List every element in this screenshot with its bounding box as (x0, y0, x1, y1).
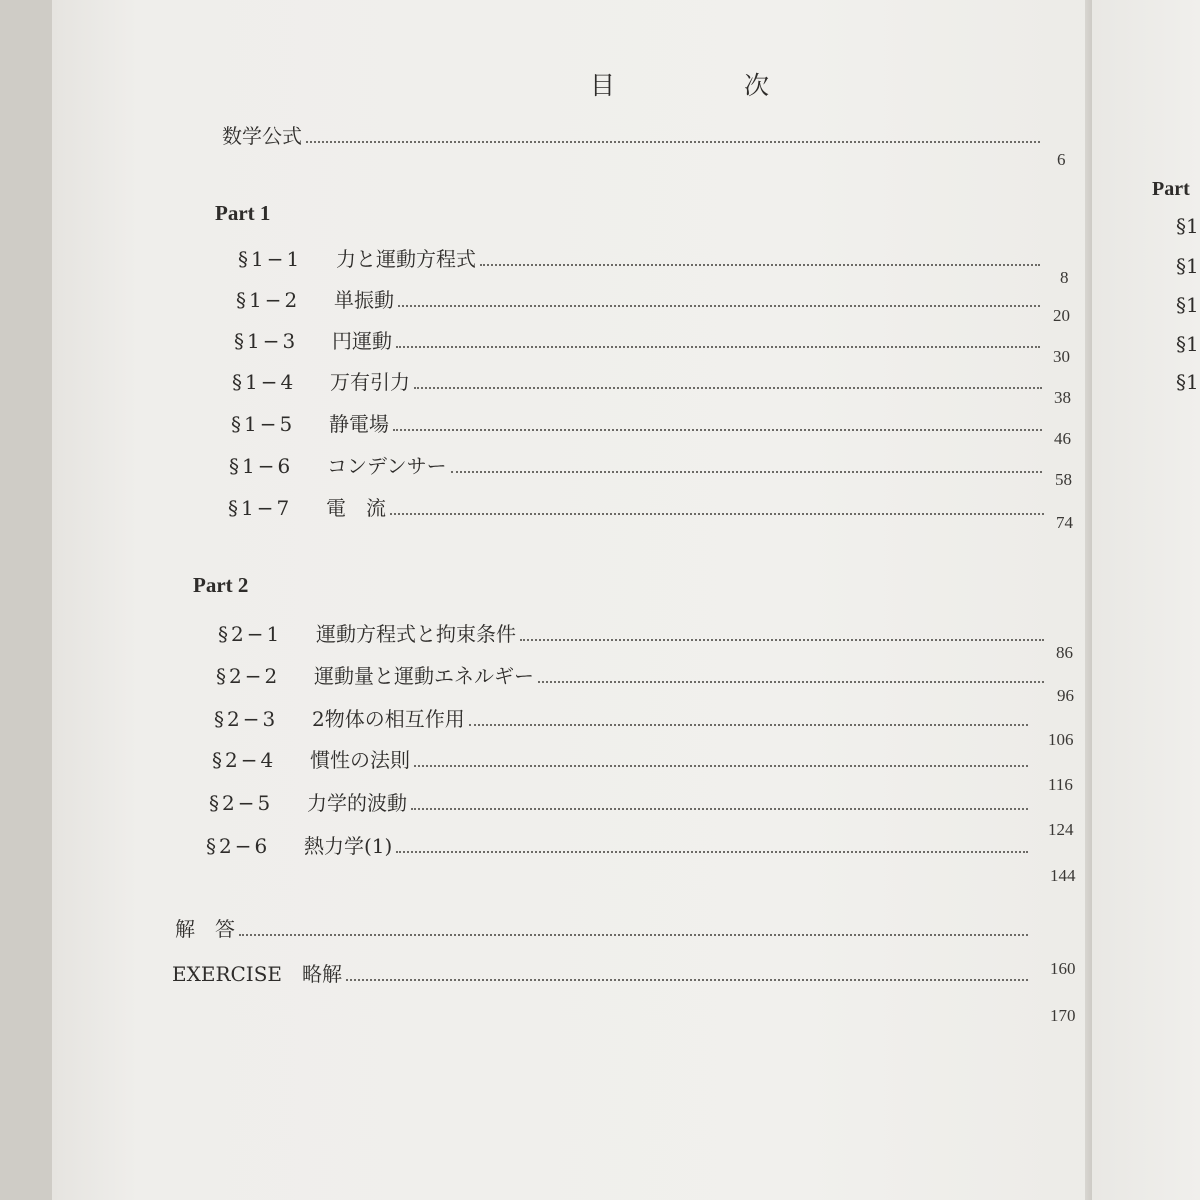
toc-entry (236, 284, 1044, 313)
section-title: コンデンサー (327, 454, 447, 478)
page-number: 46 (1054, 429, 1071, 448)
section-title: 万有引力 (330, 370, 410, 394)
toc-entry (214, 703, 1032, 732)
page-number: 20 (1053, 306, 1070, 325)
section-number: §1−3 (234, 329, 299, 353)
section-number: §2−5 (209, 791, 274, 815)
toc-entry (228, 492, 1048, 521)
toc-entry (209, 787, 1032, 816)
page-number: 74 (1056, 513, 1073, 532)
section-number: §1−2 (236, 288, 301, 312)
page-number: 170 (1050, 1006, 1076, 1025)
dot-leader (480, 264, 1040, 266)
section-number: §2−6 (206, 834, 271, 858)
section-title: 電 流 (326, 496, 386, 520)
dot-leader (346, 979, 1028, 981)
section-title: 円運動 (332, 329, 392, 353)
section-title: 2物体の相互作用 (312, 707, 465, 731)
page-number: 160 (1050, 959, 1076, 978)
toc-entry (206, 830, 1032, 859)
next-page-section-mark: §1 (1176, 370, 1199, 394)
page-number: 8 (1060, 268, 1069, 287)
entry-label: 数学公式 (222, 124, 302, 148)
page-number: 6 (1057, 150, 1066, 169)
page-number: 58 (1055, 470, 1072, 489)
toc-title: 目 次 (590, 71, 822, 100)
dot-leader (306, 141, 1040, 143)
section-title: 慣性の法則 (310, 748, 410, 772)
toc-entry-exercise (172, 958, 1032, 987)
dot-leader (414, 765, 1028, 767)
section-number: §2−2 (216, 664, 281, 688)
dot-leader (396, 346, 1040, 348)
toc-entry-math (222, 120, 1044, 149)
dot-leader (239, 934, 1028, 936)
next-page-section-mark: §1 (1176, 254, 1199, 278)
section-title: 力学的波動 (307, 791, 407, 815)
section-number: §2−1 (218, 622, 283, 646)
part-heading: Part 2 (193, 573, 249, 597)
dot-leader (390, 513, 1044, 515)
toc-entry (212, 744, 1032, 773)
toc-entry (238, 243, 1044, 272)
next-page-section-mark: §1 (1176, 332, 1199, 356)
section-title: 運動量と運動エネルギー (314, 664, 534, 688)
section-number: §1−5 (231, 412, 296, 436)
dot-leader (414, 387, 1042, 389)
dot-leader (396, 851, 1028, 853)
part-heading: Part 1 (215, 201, 271, 225)
section-number: §2−4 (212, 748, 277, 772)
page-number: 124 (1048, 820, 1074, 839)
next-page-section-mark: §1 (1176, 293, 1199, 317)
page-number: 86 (1056, 643, 1073, 662)
dot-leader (393, 429, 1042, 431)
dot-leader (398, 305, 1040, 307)
section-title: 単振動 (334, 288, 394, 312)
section-number: §1−4 (232, 370, 297, 394)
dot-leader (411, 808, 1028, 810)
dot-leader (451, 471, 1042, 473)
toc-entry (229, 450, 1046, 479)
dot-leader (469, 724, 1028, 726)
toc-entry (218, 618, 1048, 647)
page-number: 96 (1057, 686, 1074, 705)
book-page (52, 0, 1124, 1200)
section-title: 熱力学(1) (304, 834, 393, 858)
section-title: 力と運動方程式 (336, 247, 476, 271)
section-title: 静電場 (329, 412, 389, 436)
section-number: §2−3 (214, 707, 279, 731)
toc-entry (216, 660, 1048, 689)
dot-leader (538, 681, 1044, 683)
page-number: 106 (1048, 730, 1074, 749)
section-number: §1−1 (238, 247, 303, 271)
page-number: 30 (1053, 347, 1070, 366)
dot-leader (520, 639, 1044, 641)
section-title: 運動方程式と拘束条件 (316, 622, 516, 646)
toc-entry (232, 366, 1046, 395)
section-number: §1−6 (229, 454, 294, 478)
section-number: §1−7 (228, 496, 293, 520)
toc-entry (231, 408, 1046, 437)
page-number: 38 (1054, 388, 1071, 407)
next-page-section-mark: §1 (1176, 214, 1199, 238)
toc-entry-answers (175, 913, 1032, 942)
entry-label: 解 答 (175, 917, 235, 941)
entry-label: EXERCISE 略解 (172, 962, 342, 986)
toc-entry (234, 325, 1044, 354)
next-page-part-heading: Part (1152, 178, 1190, 200)
page-number: 116 (1048, 775, 1073, 794)
page-number: 144 (1050, 866, 1076, 885)
